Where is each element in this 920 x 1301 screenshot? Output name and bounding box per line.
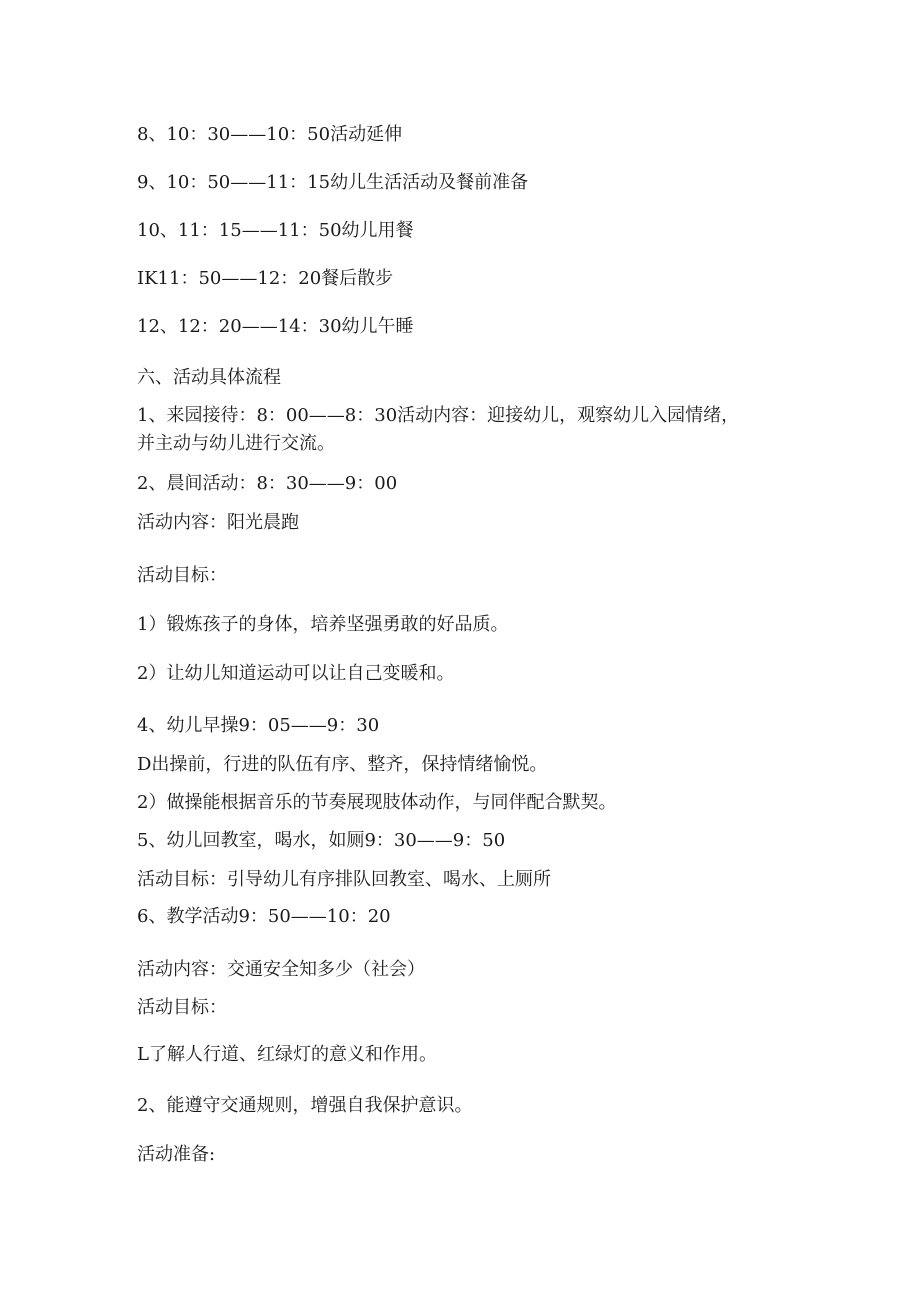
paragraph-line: 活动目标：	[137, 997, 227, 1018]
paragraph-line: 活动内容：阳光晨跑	[137, 512, 299, 533]
paragraph-line: L了解人行道、红绿灯的意义和作用。	[137, 1044, 437, 1065]
paragraph-line: 2、晨间活动：8：30——9：00	[137, 473, 398, 494]
schedule-item-11: IK11：50——12：20餐后散步	[137, 268, 394, 289]
paragraph-line: 6、教学活动9：50——10：20	[137, 906, 391, 927]
paragraph-line: D出操前，行进的队伍有序、整齐，保持情绪愉悦。	[137, 754, 548, 775]
section-heading: 六、活动具体流程	[137, 367, 281, 388]
paragraph-line: 4、幼儿早操9：05——9：30	[137, 715, 380, 736]
paragraph-line: 活动目标：	[137, 565, 227, 586]
paragraph-line: 2、能遵守交通规则，增强自我保护意识。	[137, 1095, 473, 1116]
schedule-item-12: 12、12：20——14：30幼儿午睡	[137, 316, 414, 337]
paragraph-line: 5、幼儿回教室，喝水，如厕9：30——9：50	[137, 830, 506, 851]
paragraph-line: 活动内容：交通安全知多少（社会）	[137, 959, 425, 980]
schedule-item-8: 8、10：30——10：50活动延伸	[137, 124, 403, 145]
paragraph-line: 2）做操能根据音乐的节奏展现肢体动作，与同伴配合默契。	[137, 792, 617, 813]
paragraph-line: 1、来园接待：8：00——8：30活动内容：迎接幼儿，观察幼儿入园情绪，	[137, 405, 740, 426]
paragraph-line: 活动准备:	[137, 1144, 216, 1165]
schedule-item-10: 10、11：15——11：50幼儿用餐	[137, 220, 414, 241]
paragraph-line: 2）让幼儿知道运动可以让自己变暖和。	[137, 663, 455, 684]
paragraph-line: 并主动与幼儿进行交流。	[137, 433, 335, 454]
paragraph-line: 1）锻炼孩子的身体，培养坚强勇敢的好品质。	[137, 614, 509, 635]
schedule-item-9: 9、10：50——11：15幼儿生活活动及餐前准备	[137, 172, 529, 193]
paragraph-line: 活动目标：引导幼儿有序排队回教室、喝水、上厕所	[137, 869, 551, 890]
